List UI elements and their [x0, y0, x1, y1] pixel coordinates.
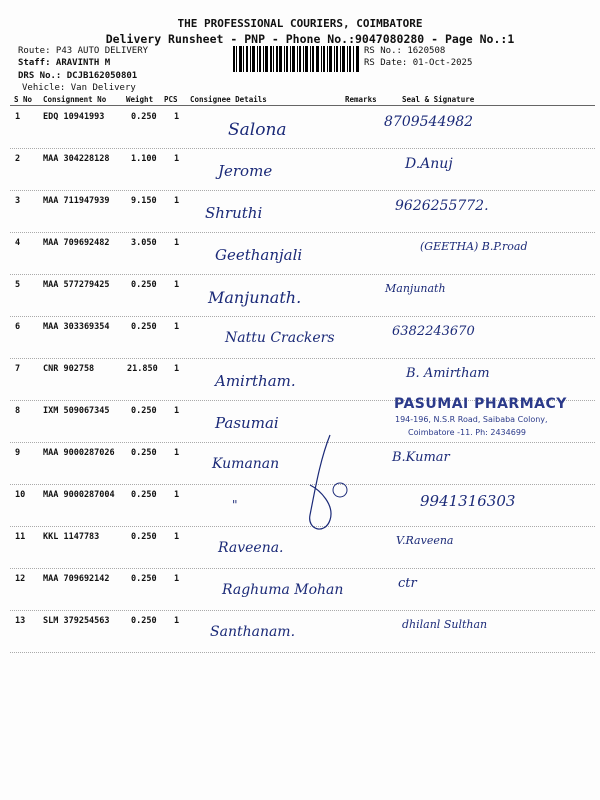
row-sno: 13 [15, 616, 26, 626]
row-signature: dhilanl Sulthan [402, 618, 488, 631]
row-pcs: 1 [174, 490, 180, 500]
drs-label: DRS No.: DCJB162050801 [18, 71, 138, 81]
row-pcs: 1 [174, 322, 180, 332]
row-sno: 3 [15, 196, 21, 206]
row-consignment-no: KKL 1147783 [43, 532, 100, 542]
row-consignee-handwriting: Santhanam. [210, 624, 296, 640]
row-sno: 6 [15, 322, 21, 332]
pharmacy-stamp-city: Coimbatore -11. Ph: 2434699 [408, 428, 526, 437]
staff-label: Staff: ARAVINTH M [18, 58, 111, 68]
row-weight: 0.250 [131, 532, 157, 542]
row-pcs: 1 [174, 616, 180, 626]
row-consignee-handwriting: Manjunath. [208, 288, 302, 307]
row-signature: B. Amirtham [406, 366, 490, 381]
row-consignment-no: MAA 304228128 [43, 154, 110, 164]
row-consignment-no: EDQ 10941993 [43, 112, 105, 122]
row-consignee-handwriting: Amirtham. [215, 372, 296, 390]
row-sno: 7 [15, 364, 21, 374]
header-divider [10, 105, 595, 106]
company-title: THE PROFESSIONAL COURIERS, COIMBATORE [177, 17, 423, 30]
row-divider [10, 610, 595, 611]
rs-no-label: RS No.: 1620508 [364, 46, 446, 56]
row-divider [10, 316, 595, 317]
row-signature: 6382243670 [392, 324, 475, 339]
row-signature: 9626255772. [395, 198, 489, 214]
row-sno: 8 [15, 406, 21, 416]
row-consignee-handwriting: Shruthi [205, 204, 263, 222]
col-remarks: Remarks [345, 95, 377, 104]
row-weight: 0.250 [131, 448, 157, 458]
row-consignment-no: MAA 709692142 [43, 574, 110, 584]
row-consignment-no: MAA 303369354 [43, 322, 110, 332]
row-sno: 10 [15, 490, 26, 500]
row-sno: 2 [15, 154, 21, 164]
row-signature: V.Raveena [396, 534, 454, 547]
row-sno: 4 [15, 238, 21, 248]
pharmacy-stamp-name: PASUMAI PHARMACY [394, 396, 567, 412]
row-signature: ctr [398, 576, 417, 591]
row-pcs: 1 [174, 574, 180, 584]
signature-flourish [290, 430, 360, 540]
row-pcs: 1 [174, 364, 180, 374]
row-pcs: 1 [174, 448, 180, 458]
row-weight: 0.250 [131, 490, 157, 500]
row-signature: (GEETHA) B.P.road [420, 240, 528, 253]
row-pcs: 1 [174, 532, 180, 542]
row-signature: 9941316303 [420, 492, 516, 510]
row-divider [10, 274, 595, 275]
pharmacy-stamp-address: 194-196, N.S.R Road, Saibaba Colony, [395, 415, 548, 424]
row-divider [10, 190, 595, 191]
row-pcs: 1 [174, 112, 180, 122]
row-sno: 12 [15, 574, 26, 584]
row-consignee-handwriting: Pasumai [215, 414, 279, 432]
row-weight: 21.850 [127, 364, 158, 374]
row-consignee-handwriting: " [232, 498, 238, 512]
col-pcs: PCS [164, 95, 178, 104]
col-weight: Weight [126, 95, 154, 104]
row-consignee-handwriting: Geethanjali [215, 246, 303, 264]
row-consignment-no: MAA 577279425 [43, 280, 110, 290]
row-consignee-handwriting: Salona [228, 120, 287, 140]
rs-date-label: RS Date: 01-Oct-2025 [364, 58, 473, 68]
row-sno: 1 [15, 112, 21, 122]
row-consignment-no: CNR 902758 [43, 364, 95, 374]
row-divider [10, 652, 595, 653]
row-divider [10, 568, 595, 569]
row-consignment-no: MAA 9000287026 [43, 448, 115, 458]
route-label: Route: P43 AUTO DELIVERY [18, 46, 149, 56]
row-weight: 1.100 [131, 154, 157, 164]
row-weight: 0.250 [131, 406, 157, 416]
row-signature: 8709544982 [384, 114, 474, 130]
row-divider [10, 148, 595, 149]
row-signature: Manjunath [385, 282, 446, 295]
barcode [232, 46, 360, 72]
col-consignment: Consignment No [43, 95, 107, 104]
row-sno: 9 [15, 448, 21, 458]
row-divider [10, 232, 595, 233]
row-consignment-no: IXM 509067345 [43, 406, 110, 416]
row-weight: 0.250 [131, 322, 157, 332]
row-pcs: 1 [174, 196, 180, 206]
row-pcs: 1 [174, 238, 180, 248]
row-divider [10, 358, 595, 359]
row-consignee-handwriting: Raghuma Mohan [222, 582, 344, 598]
row-weight: 0.250 [131, 574, 157, 584]
row-weight: 0.250 [131, 616, 157, 626]
row-consignee-handwriting: Nattu Crackers [225, 330, 335, 346]
vehicle-label: Vehicle: Van Delivery [22, 83, 136, 93]
col-consignee: Consignee Details [190, 95, 267, 104]
row-pcs: 1 [174, 406, 180, 416]
row-pcs: 1 [174, 154, 180, 164]
row-consignment-no: MAA 709692482 [43, 238, 110, 248]
row-weight: 0.250 [131, 280, 157, 290]
row-consignee-handwriting: Kumanan [212, 456, 280, 472]
row-consignee-handwriting: Raveena. [218, 540, 284, 556]
row-consignee-handwriting: Jerome [218, 162, 273, 180]
runsheet-subtitle: Delivery Runsheet - PNP - Phone No.:9047080280 - Page No.:1 [105, 32, 515, 46]
row-signature: D.Anuj [405, 156, 453, 172]
row-consignment-no: MAA 711947939 [43, 196, 110, 206]
row-signature: B.Kumar [392, 450, 450, 465]
col-seal: Seal & Signature [402, 95, 475, 104]
row-pcs: 1 [174, 280, 180, 290]
col-sno: S No [14, 95, 33, 104]
row-consignment-no: MAA 9000287004 [43, 490, 115, 500]
row-sno: 5 [15, 280, 21, 290]
row-sno: 11 [15, 532, 26, 542]
row-consignment-no: SLM 379254563 [43, 616, 110, 626]
row-weight: 0.250 [131, 112, 157, 122]
row-weight: 9.150 [131, 196, 157, 206]
row-weight: 3.050 [131, 238, 157, 248]
